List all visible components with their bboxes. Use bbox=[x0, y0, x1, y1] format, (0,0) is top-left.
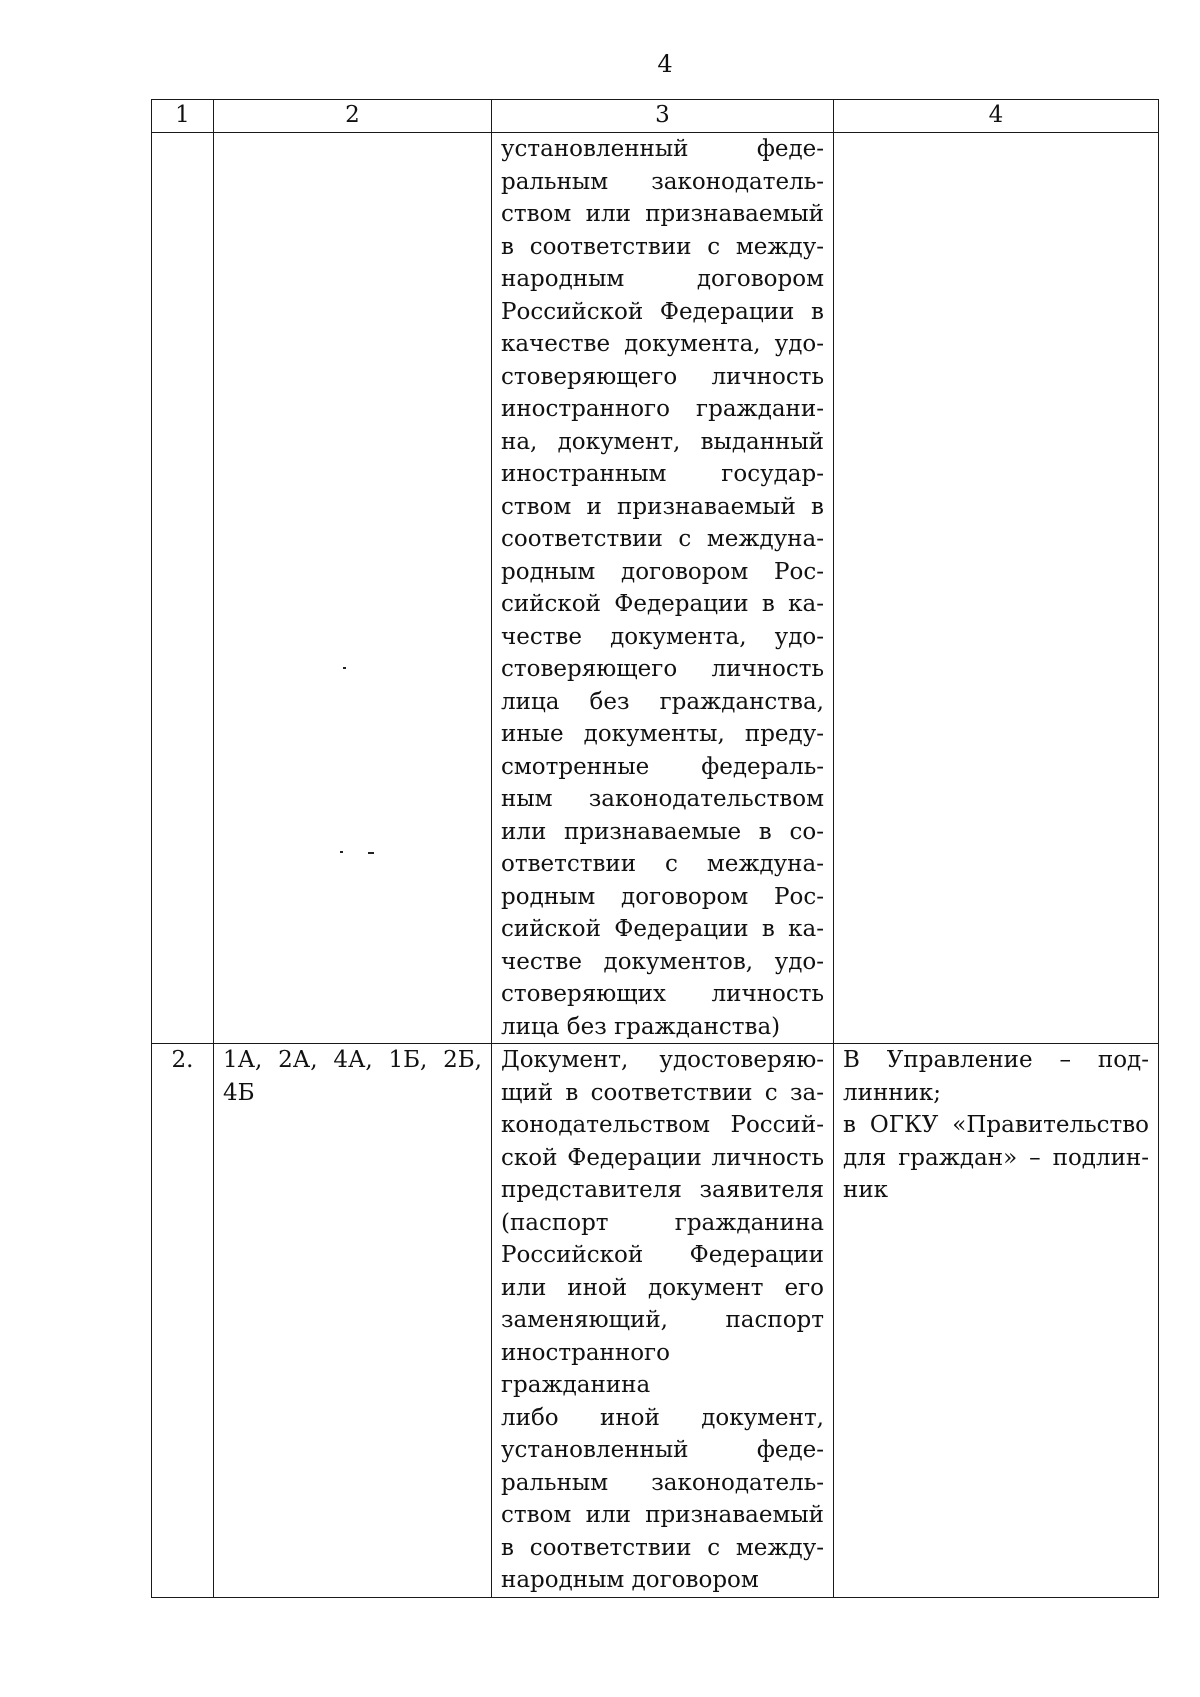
text-line: линник; bbox=[843, 1079, 942, 1106]
table-row bbox=[152, 1044, 1159, 1598]
text-line: народным договором bbox=[501, 1567, 759, 1593]
text-line: заменяющий, паспорт bbox=[501, 1307, 824, 1333]
text-line: иные документы, преду- bbox=[501, 721, 824, 747]
text-line: стоверяющего личность bbox=[501, 656, 824, 682]
header-col-2: 2 bbox=[214, 100, 492, 133]
scan-speck bbox=[340, 851, 343, 853]
text-line: ством и признаваемый в bbox=[501, 493, 824, 520]
header-col-1: 1 bbox=[152, 100, 214, 133]
text-line: сийской Федерации в ка- bbox=[501, 591, 824, 617]
row1-col2 bbox=[214, 133, 492, 1044]
text-line: установленный феде- bbox=[501, 1437, 824, 1463]
text-line: 4Б bbox=[223, 1079, 255, 1106]
text-line: для граждан» – подлин- bbox=[843, 1144, 1149, 1171]
header-col-4: 4 bbox=[834, 100, 1159, 133]
table-header-row bbox=[152, 100, 1159, 133]
text-line: в соответствии с между- bbox=[501, 1534, 824, 1561]
text-line: или признаваемые в со- bbox=[501, 818, 824, 845]
text-line: (паспорт гражданина bbox=[501, 1209, 824, 1236]
row1-col1 bbox=[152, 133, 214, 1044]
text-line: родным договором Рос- bbox=[501, 883, 824, 910]
text-line: стоверяющего личность bbox=[501, 363, 824, 390]
text-line: представителя заявителя bbox=[501, 1177, 824, 1203]
text-line: ральным законодатель- bbox=[501, 168, 824, 195]
header-col-3: 3 bbox=[492, 100, 834, 133]
text-line: либо иной документ, bbox=[501, 1404, 824, 1431]
page-number: 4 bbox=[657, 50, 673, 78]
row1-col4 bbox=[834, 133, 1159, 1044]
text-line: честве документов, удо- bbox=[501, 948, 824, 975]
text-line: конодательством Россий- bbox=[501, 1112, 824, 1138]
text-line: ством или признаваемый bbox=[501, 1502, 824, 1528]
text-line: соответствии с междуна- bbox=[501, 526, 824, 552]
row1-col3 bbox=[492, 133, 834, 1044]
row2-submission-form bbox=[834, 1044, 1159, 1598]
text-line: лица без гражданства, bbox=[501, 688, 824, 715]
scan-speck bbox=[343, 667, 346, 669]
text-line: в ОГКУ «Правительство bbox=[843, 1112, 1149, 1138]
text-line: иностранным государ- bbox=[501, 461, 824, 487]
text-line: смотренные федераль- bbox=[501, 753, 824, 780]
text-line: ской Федерации личность bbox=[501, 1144, 824, 1171]
text-line: родным договором Рос- bbox=[501, 558, 824, 585]
text-line: Российской Федерации bbox=[501, 1242, 824, 1268]
text-line: ник bbox=[843, 1177, 889, 1203]
text-line: Российской Федерации в bbox=[501, 298, 824, 325]
text-line: честве документа, удо- bbox=[501, 623, 824, 650]
row2-number: 2. bbox=[152, 1044, 214, 1598]
text-line: или иной документ его bbox=[501, 1274, 824, 1301]
text-line: в соответствии с между- bbox=[501, 233, 824, 260]
text-line: установленный феде- bbox=[501, 136, 824, 162]
text-line: иностранного граждани- bbox=[501, 396, 824, 422]
text-line: ответствии с междуна- bbox=[501, 851, 824, 877]
text-line: Документ, удостоверяю- bbox=[501, 1047, 824, 1073]
text-line: на, документ, выданный bbox=[501, 428, 824, 455]
text-line: В Управление – под- bbox=[843, 1047, 1149, 1073]
row2-categories bbox=[214, 1044, 492, 1598]
text-line: ным законодательством bbox=[501, 786, 824, 812]
text-line: лица без гражданства) bbox=[501, 1013, 781, 1040]
text-line: иностранного гражданина bbox=[501, 1339, 670, 1398]
text-line: 1А, 2А, 4А, 1Б, 2Б, bbox=[223, 1047, 482, 1073]
scan-speck bbox=[368, 852, 374, 854]
text-line: щий в соответствии с за- bbox=[501, 1079, 824, 1106]
text-line: сийской Федерации в ка- bbox=[501, 916, 824, 942]
text-line: ральным законодатель- bbox=[501, 1469, 824, 1496]
text-line: ством или признаваемый bbox=[501, 201, 824, 227]
table-row bbox=[152, 133, 1159, 1044]
text-line: стоверяющих личность bbox=[501, 981, 824, 1007]
text-line: народным договором bbox=[501, 266, 824, 292]
row2-document-description bbox=[492, 1044, 834, 1598]
text-line: качестве документа, удо- bbox=[501, 331, 824, 357]
documents-table bbox=[151, 99, 1159, 1598]
